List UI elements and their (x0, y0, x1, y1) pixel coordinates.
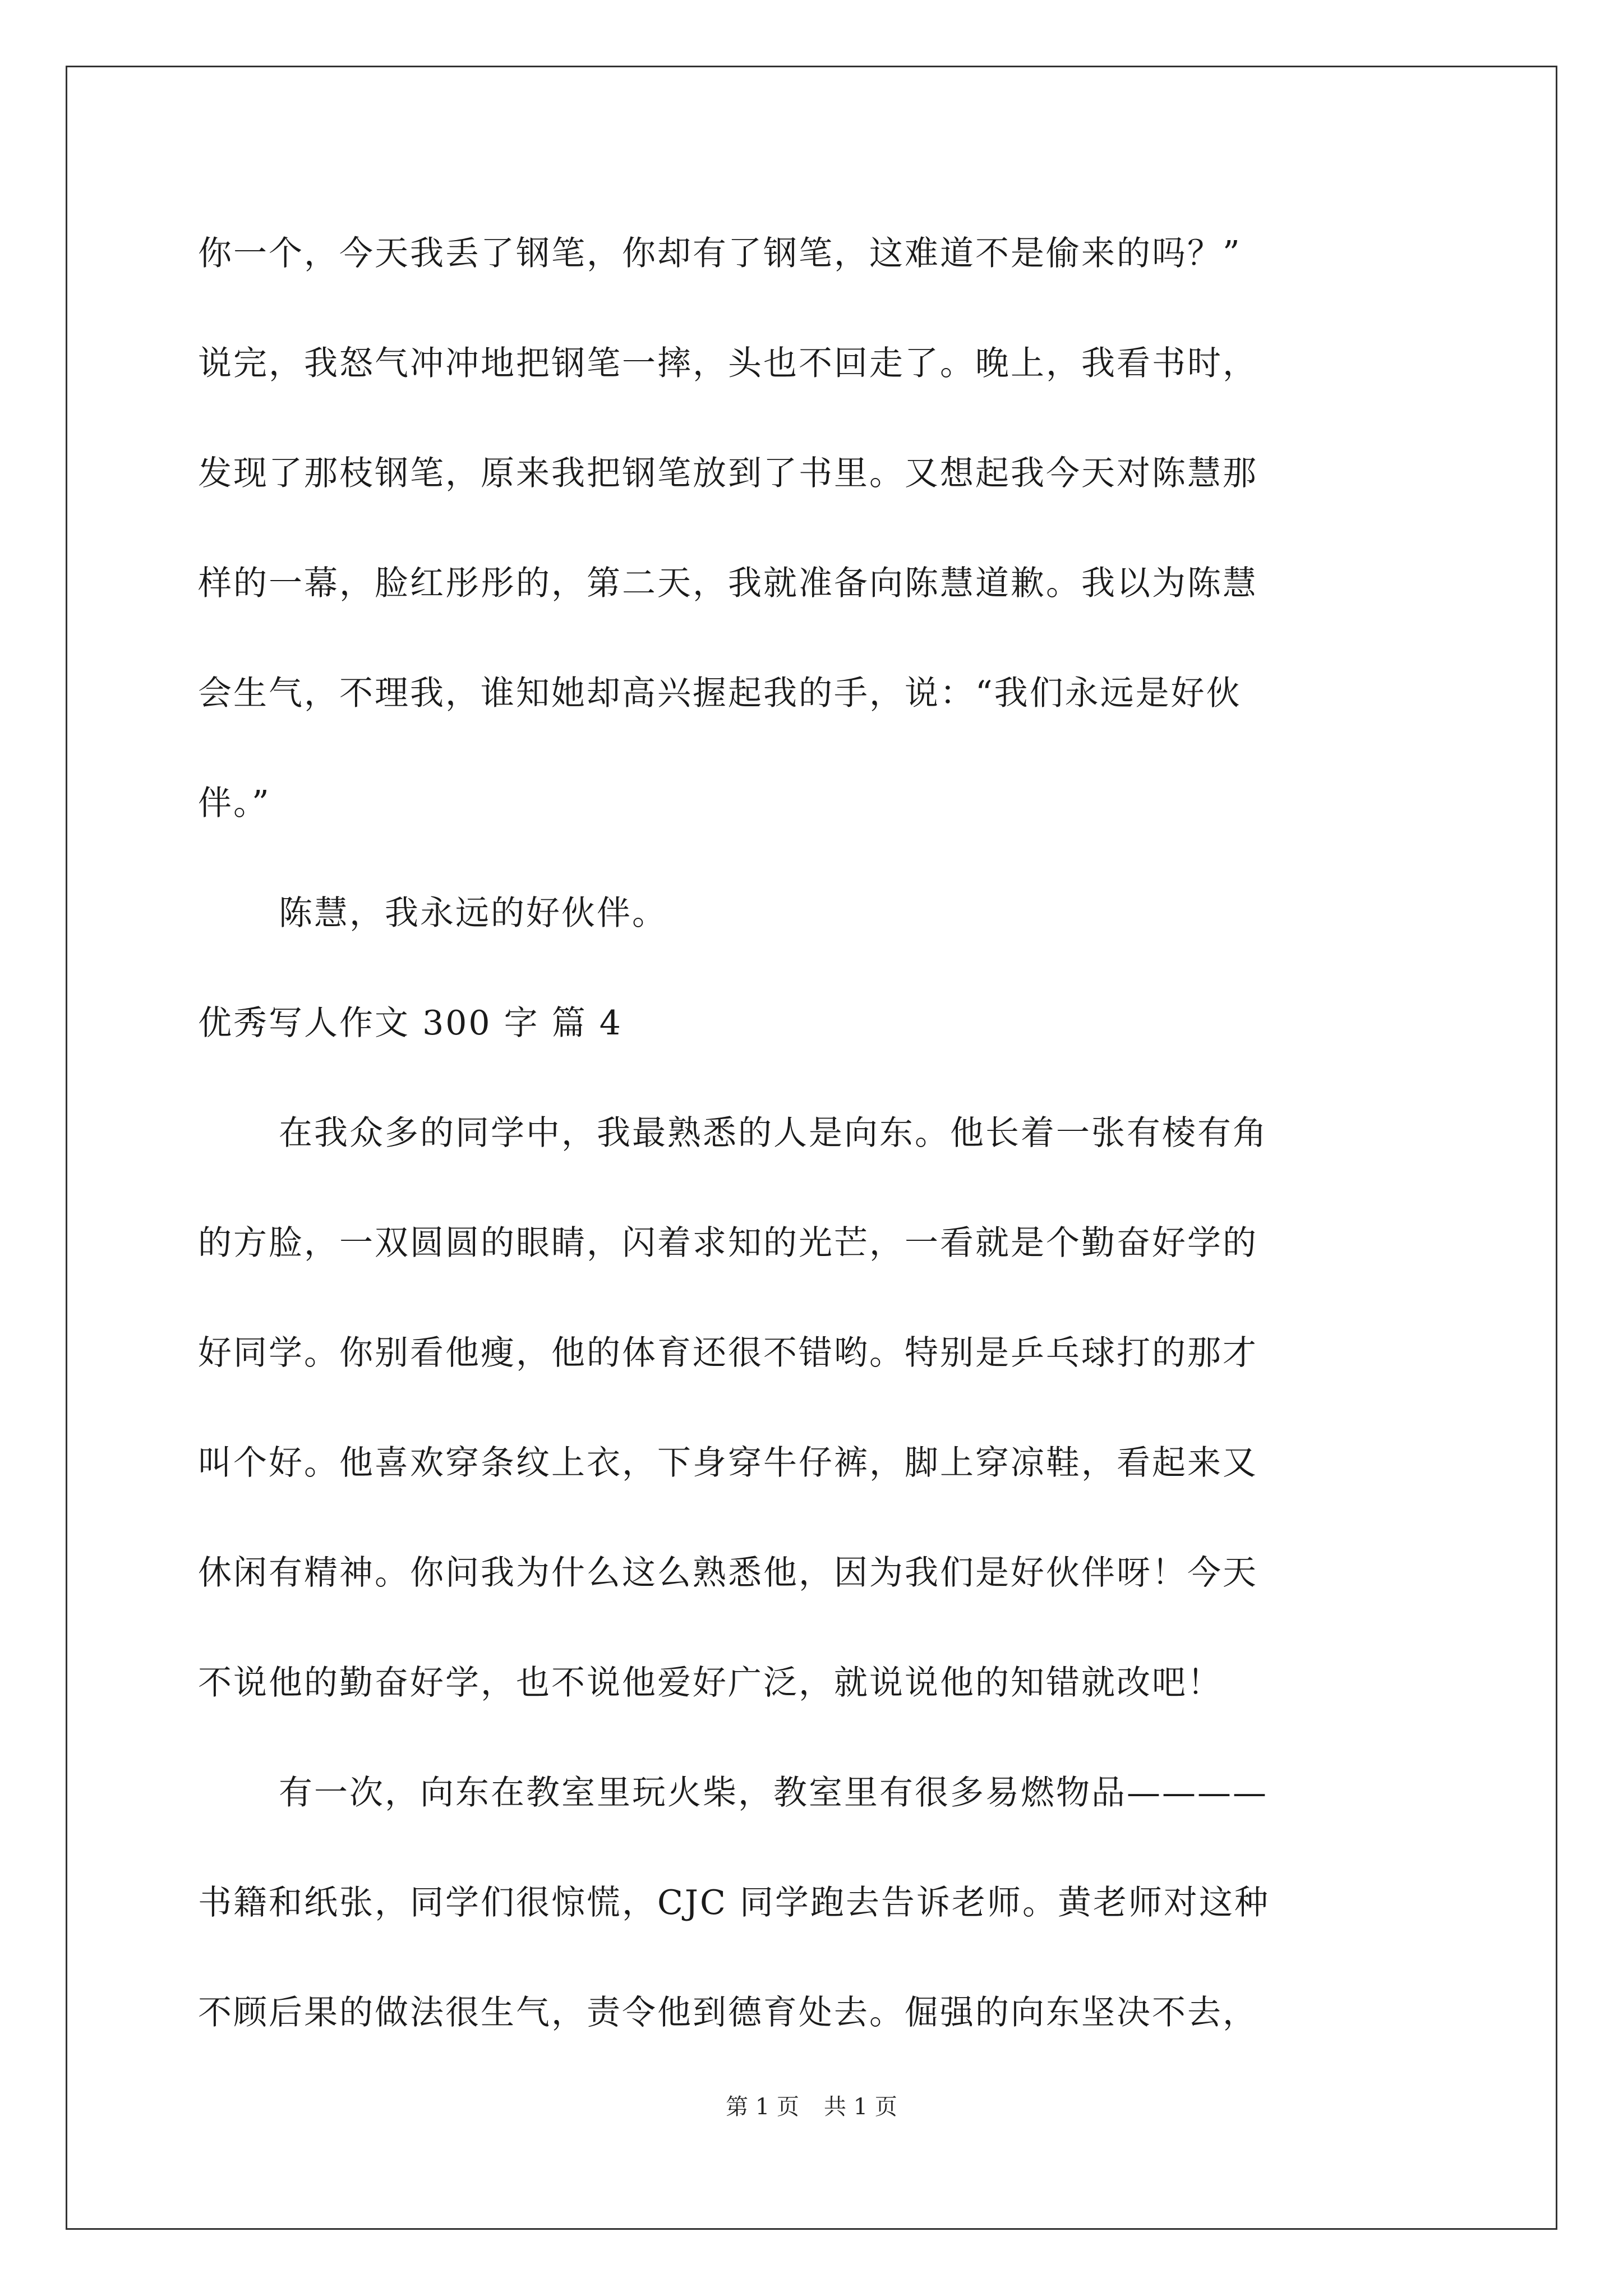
text-line: 样的一幕，脸红彤彤的，第二天，我就准备向陈慧道歉。我以为陈慧 (198, 564, 1258, 603)
page-footer (0, 2090, 1623, 2124)
text-line: 会生气，不理我，谁知她却高兴握起我的手，说：“我们永远是好伙 (198, 674, 1242, 713)
text-line: 叫个好。他喜欢穿条纹上衣，下身穿牛仔裤，脚上穿凉鞋，看起来又 (198, 1443, 1258, 1483)
text-line: 伴。” (198, 784, 271, 823)
paragraph-first-line: 有一次，向东在教室里玩火柴，教室里有很多易燃物品———— (279, 1773, 1268, 1812)
total-pages: 共 1 页 (824, 2094, 897, 2120)
text-line: 不顾后果的做法很生气，责令他到德育处去。倔强的向东坚决不去， (198, 1993, 1258, 2032)
paragraph-closing-line: 陈慧，我永远的好伙伴。 (279, 894, 667, 933)
text-line: 好同学。你别看他瘦，他的体育还很不错哟。特别是乒乓球打的那才 (198, 1333, 1258, 1373)
text-line: 说完，我怒气冲冲地把钢笔一摔，头也不回走了。晚上，我看书时， (198, 344, 1258, 383)
text-line: 发现了那枝钢笔，原来我把钢笔放到了书里。又想起我今天对陈慧那 (198, 454, 1258, 493)
text-line: 你一个，今天我丢了钢笔，你却有了钢笔，这难道不是偷来的吗？” (198, 234, 1242, 273)
text-line: 不说他的勤奋好学，也不说他爱好广泛，就说说他的知错就改吧！ (198, 1663, 1223, 1703)
text-line: 书籍和纸张，同学们很惊慌，CJC 同学跑去告诉老师。黄老师对这种 (198, 1883, 1270, 1922)
text-line: 休闲有精神。你问我为什么这么熟悉他，因为我们是好伙伴呀！今天 (198, 1553, 1258, 1593)
page-number: 第 1 页 (726, 2094, 799, 2120)
text-line: 的方脸，一双圆圆的眼睛，闪着求知的光芒，一看就是个勤奋好学的 (198, 1223, 1258, 1263)
document-body (198, 199, 1437, 2068)
section-heading: 优秀写人作文 300 字 篇 4 (198, 1004, 623, 1043)
paragraph-first-line: 在我众多的同学中，我最熟悉的人是向东。他长着一张有棱有角 (279, 1114, 1268, 1153)
